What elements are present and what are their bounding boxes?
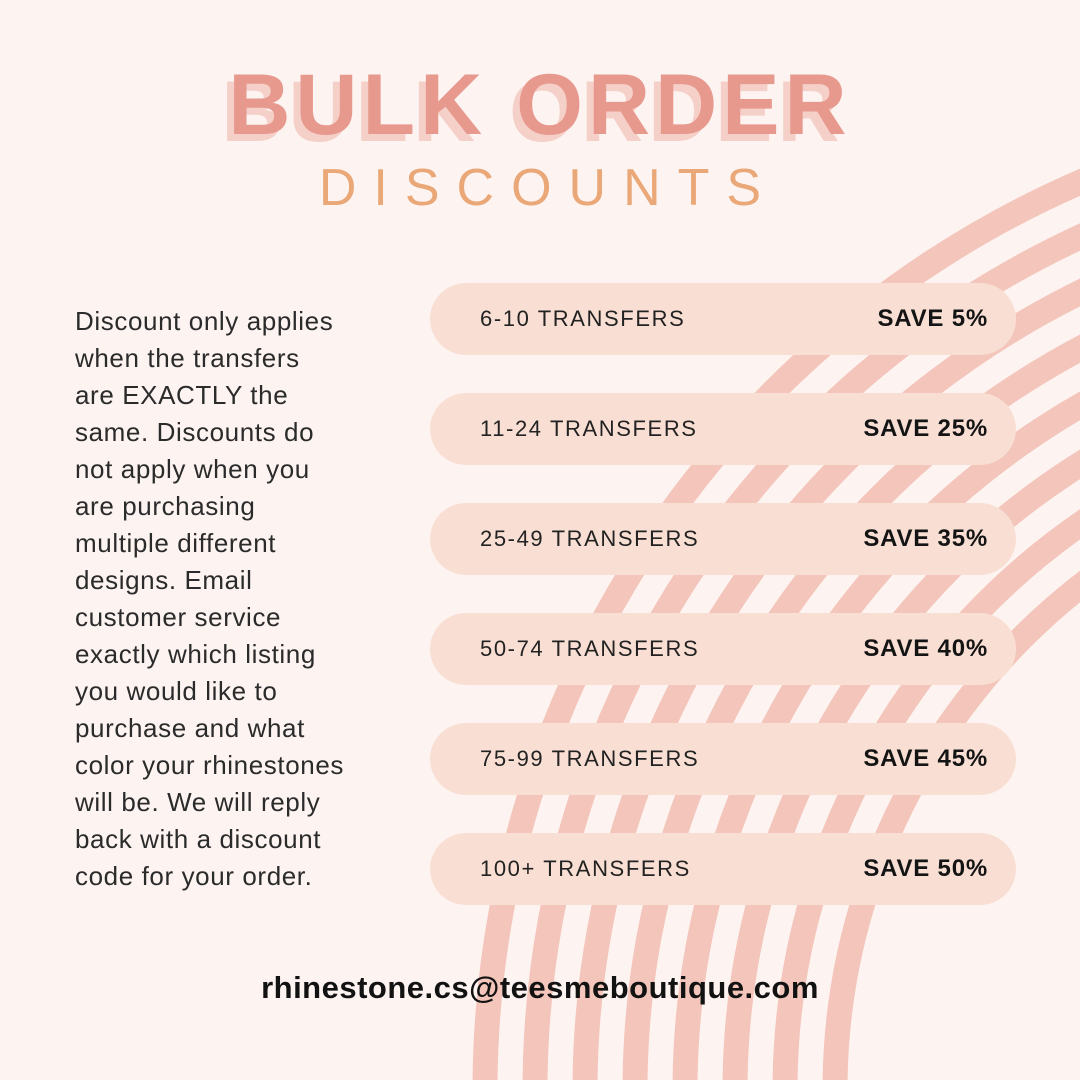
intro-line: Discount only applies (75, 306, 334, 336)
intro-line: designs. Email (75, 565, 253, 595)
intro-line: not apply when you (75, 454, 310, 484)
intro-line: customer service (75, 602, 282, 632)
intro-line: are EXACTLY the (75, 380, 289, 410)
contact-email: rhinestone.cs@teesmeboutique.com (261, 970, 819, 1005)
page-title: BULK ORDER (228, 57, 852, 153)
tier-row (430, 613, 1016, 685)
tier-save-label: SAVE 45% (863, 745, 988, 772)
tier-row (430, 503, 1016, 575)
tier-save-label: SAVE 35% (863, 525, 988, 552)
tier-save-label: SAVE 40% (863, 635, 988, 662)
tier-range-label: 100+ TRANSFERS (480, 856, 691, 881)
intro-line: color your rhinestones (75, 750, 344, 780)
intro-line: same. Discounts do (75, 417, 315, 447)
page-subtitle: DISCOUNTS (318, 159, 779, 217)
tier-range-label: 6-10 TRANSFERS (480, 306, 686, 331)
intro-line: when the transfers (75, 343, 300, 373)
tier-range-label: 50-74 TRANSFERS (480, 636, 700, 661)
tier-range-label: 75-99 TRANSFERS (480, 746, 700, 771)
intro-line: back with a discount (75, 824, 322, 854)
intro-line: code for your order. (75, 861, 313, 891)
discount-tier-list (430, 283, 1016, 943)
intro-line: multiple different (75, 528, 277, 558)
tier-save-label: SAVE 5% (877, 305, 988, 332)
intro-paragraph (75, 303, 415, 895)
tier-row (430, 283, 1016, 355)
tier-save-label: SAVE 50% (863, 855, 988, 882)
header (0, 57, 1080, 217)
tier-range-label: 11-24 TRANSFERS (480, 416, 698, 441)
tier-save-label: SAVE 25% (863, 415, 988, 442)
tier-range-label: 25-49 TRANSFERS (480, 526, 700, 551)
intro-line: exactly which listing (75, 639, 316, 669)
intro-line: purchase and what (75, 713, 305, 743)
intro-line: are purchasing (75, 491, 256, 521)
tier-row (430, 393, 1016, 465)
intro-line: you would like to (75, 676, 278, 706)
intro-line: will be. We will reply (75, 787, 321, 817)
tier-row (430, 723, 1016, 795)
tier-row (430, 833, 1016, 905)
